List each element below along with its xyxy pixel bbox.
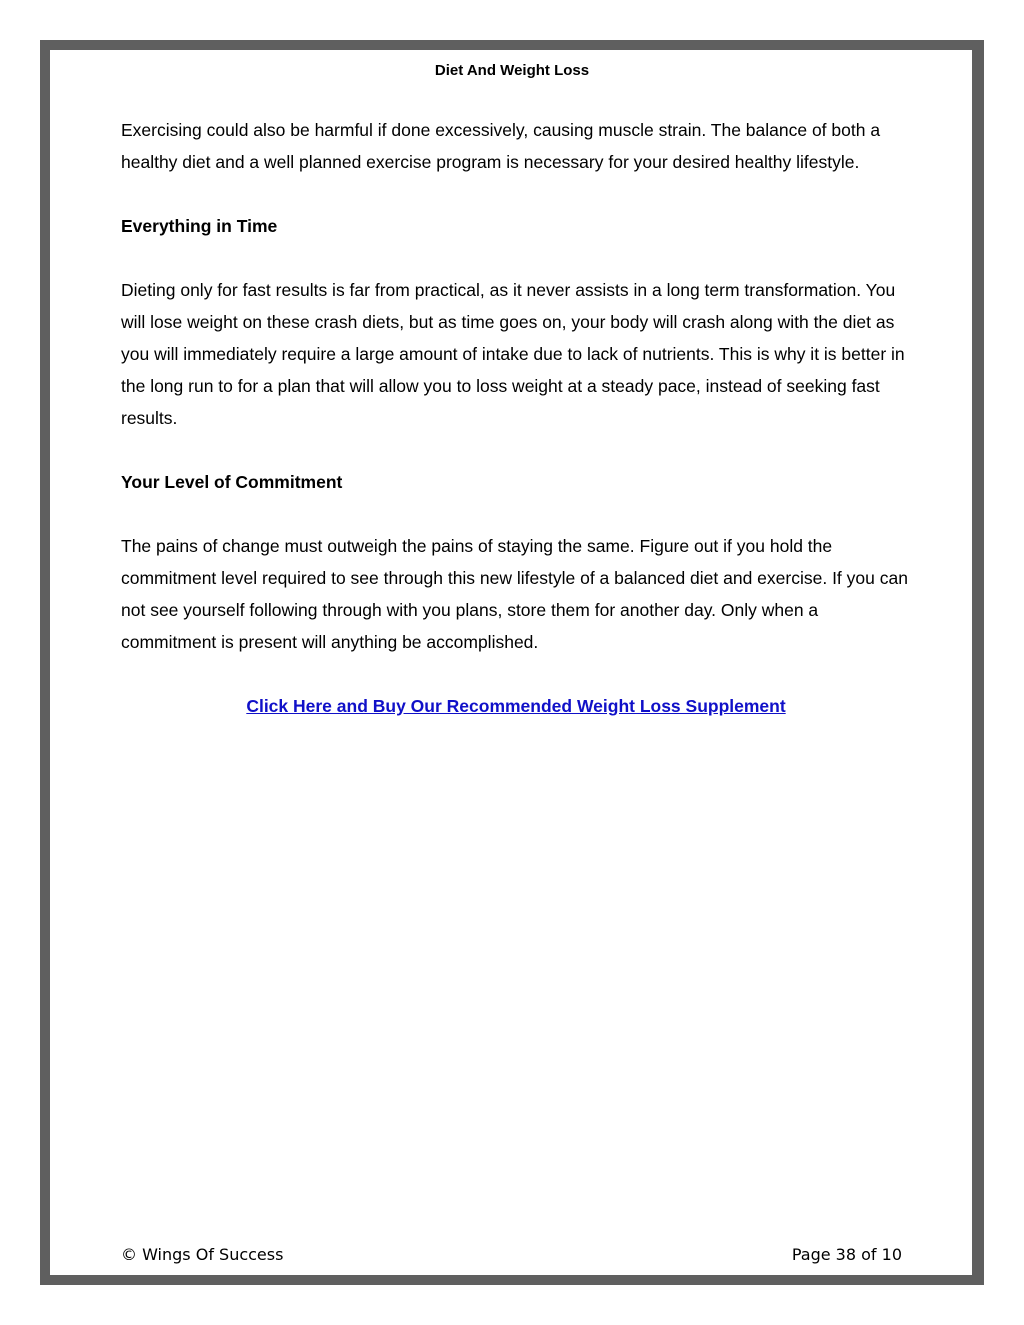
spacer: [121, 658, 911, 690]
spacer: [121, 178, 911, 210]
section-heading-commitment: Your Level of Commitment: [121, 472, 343, 492]
cta-container: [121, 690, 911, 722]
section-paragraph-commitment: The pains of change must outweigh the pains of staying the same. Figure out if you hold the commitment level required to see through this new lifestyle of a balanced diet and exercise. If you can not see yourself following through with you plans, store them for another day. Only when a commitment is present will anything be accomplished.: [121, 536, 908, 652]
footer-copyright: © Wings Of Success: [121, 1245, 284, 1264]
section-paragraph-everything-in-time: Dieting only for fast results is far from practical, as it never assists in a long term transformation. You will lose weight on these crash diets, but as time goes on, your body will crash along with the diet as you will immediately require a large amount of intake due to lack of nutrients. This is why it is better in the long run to for a plan that will allow you to loss weight at a steady pace, instead of seeking fast results.: [121, 280, 905, 428]
spacer: [121, 434, 911, 466]
footer-page-number: Page 38 of 10: [791, 1245, 902, 1264]
intro-paragraph: Exercising could also be harmful if done excessively, causing muscle strain. The balance of both a healthy diet and a well planned exercise program is necessary for your desired healthy lifestyle.: [121, 120, 881, 172]
spacer: [121, 242, 911, 274]
document-body: [121, 114, 911, 722]
buy-supplement-link[interactable]: Click Here and Buy Our Recommended Weight Loss Supplement: [246, 696, 786, 716]
page-footer: [121, 1243, 902, 1267]
running-header-title: Diet And Weight Loss: [434, 62, 590, 79]
section-heading-everything-in-time: Everything in Time: [121, 216, 278, 236]
spacer: [121, 498, 911, 530]
